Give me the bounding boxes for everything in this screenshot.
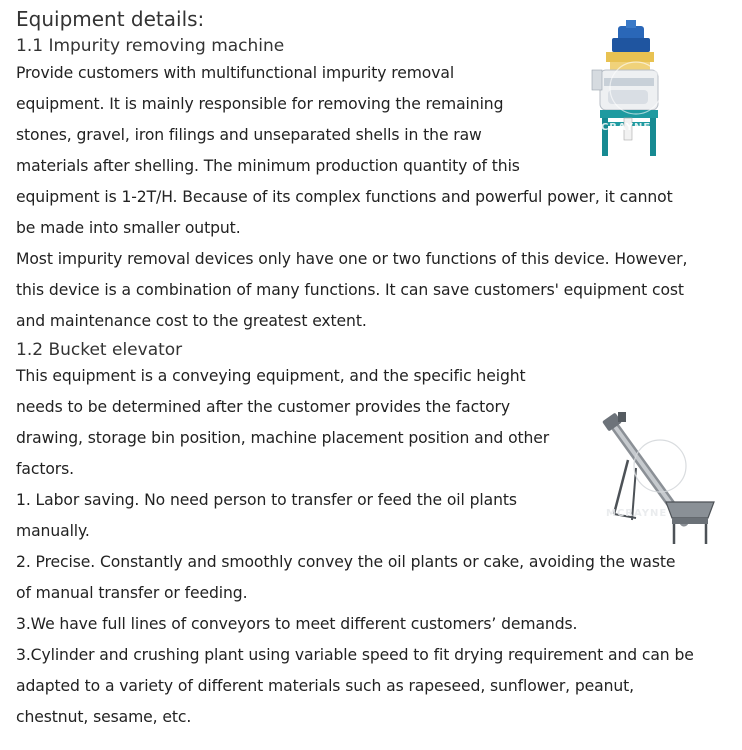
- paragraph-line: and maintenance cost to the greatest extent.: [16, 312, 367, 330]
- paragraph-line: drawing, storage bin position, machine placement position and other: [16, 429, 550, 447]
- paragraph-line: this device is a combination of many functions. It can save customers' equipment cost: [16, 281, 684, 299]
- section-heading-bucket-elevator: 1.2 Bucket elevator: [16, 340, 183, 360]
- paragraph-line: stones, gravel, iron filings and unseparated shells in the raw: [16, 126, 482, 144]
- paragraph-line: factors.: [16, 460, 74, 478]
- paragraph-line: adapted to a variety of different materials such as rapeseed, sunflower, peanut,: [16, 677, 635, 695]
- paragraph-line: chestnut, sesame, etc.: [16, 708, 192, 726]
- paragraph-line: equipment. It is mainly responsible for removing the remaining: [16, 95, 504, 113]
- paragraph-line: needs to be determined after the customer provides the factory: [16, 398, 510, 416]
- paragraph-line: 1. Labor saving. No need person to transfer or feed the oil plants: [16, 491, 517, 509]
- paragraph-line: Most impurity removal devices only have one or two functions of this device. However,: [16, 250, 688, 268]
- image-watermark: MCRAYNE: [590, 122, 652, 133]
- paragraph-line: 3.We have full lines of conveyors to meet different customers’ demands.: [16, 615, 578, 633]
- section-heading-impurity: 1.1 Impurity removing machine: [16, 36, 285, 56]
- paragraph-line: 2. Precise. Constantly and smoothly convey the oil plants or cake, avoiding the waste: [16, 553, 676, 571]
- paragraph-line: be made into smaller output.: [16, 219, 241, 237]
- paragraph-line: materials after shelling. The minimum production quantity of this: [16, 157, 520, 175]
- paragraph-line: equipment is 1-2T/H. Because of its complex functions and powerful power, it cannot: [16, 188, 673, 206]
- paragraph-line: 3.Cylinder and crushing plant using variable speed to fit drying requirement and can be: [16, 646, 694, 664]
- impurity-removing-machine-image: [588, 18, 684, 160]
- paragraph-line: manually.: [16, 522, 90, 540]
- paragraph-line: Provide customers with multifunctional impurity removal: [16, 64, 455, 82]
- page-title: Equipment details:: [16, 7, 205, 31]
- paragraph-line: of manual transfer or feeding.: [16, 584, 248, 602]
- paragraph-line: This equipment is a conveying equipment, and the specific height: [16, 367, 526, 385]
- bucket-elevator-image: [596, 410, 720, 550]
- image-watermark: MCRAYNE: [606, 508, 668, 519]
